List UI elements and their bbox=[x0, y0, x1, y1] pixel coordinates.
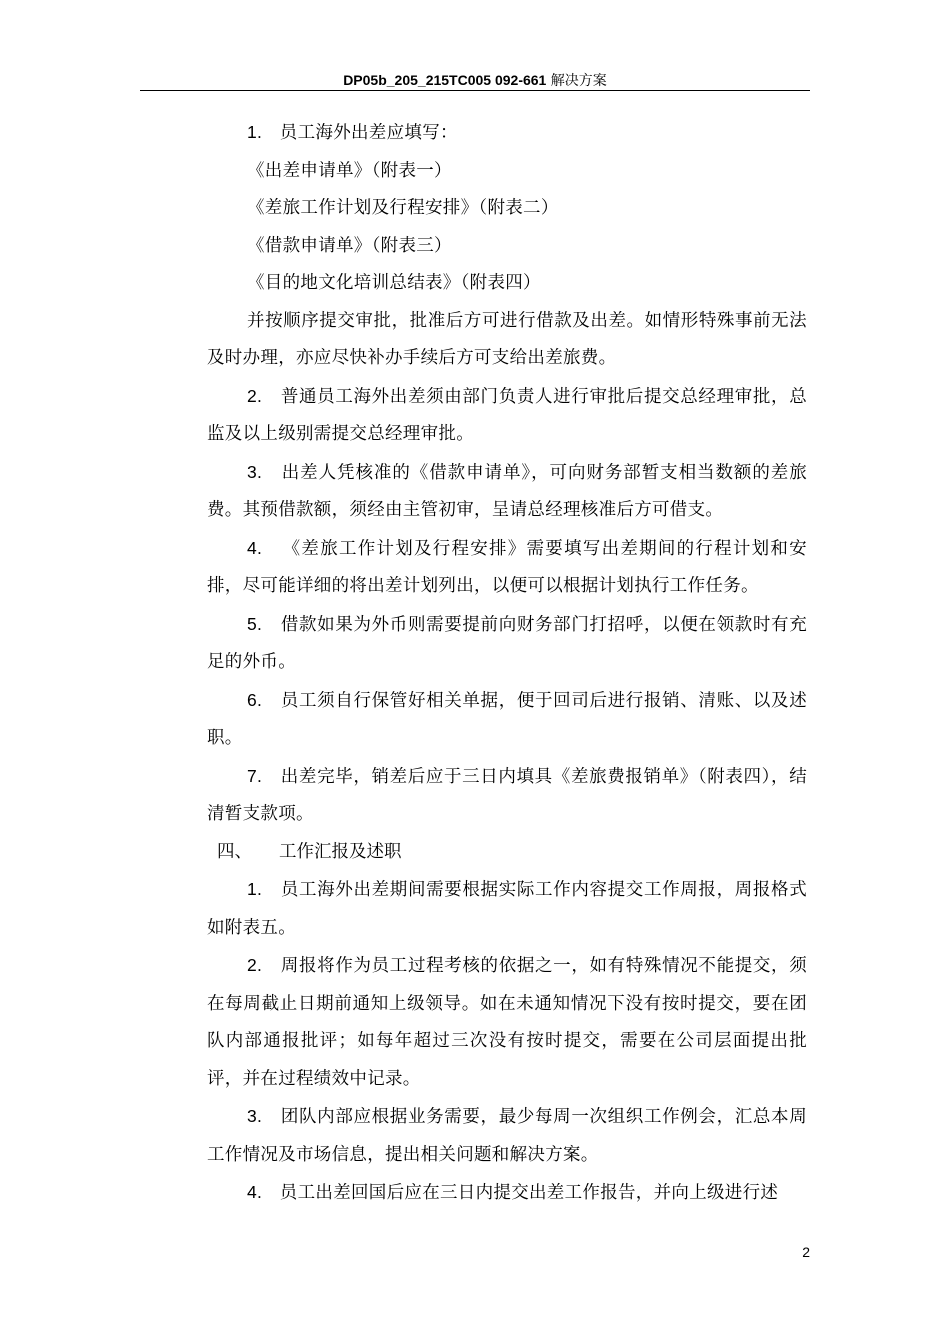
item-number: 2. bbox=[247, 385, 263, 406]
list-item bbox=[207, 758, 807, 834]
item-text: 借款如果为外币则需要提前向财务部门打招呼，以便在领款时有充足的外币。 bbox=[207, 614, 807, 672]
item-number: 6. bbox=[247, 689, 263, 710]
list-item bbox=[207, 947, 807, 1098]
item-text: 周报将作为员工过程考核的依据之一，如有特殊情况不能提交，须在每周截止日期前通知上级领导。如在未通知情况下没有按时提交，要在团队内部通报批评；如每年超过三次没有按时提交，需要在公司层面提出批评，并在过程绩效中记录。 bbox=[207, 956, 807, 1089]
intro-item bbox=[207, 114, 807, 153]
page-header bbox=[140, 70, 810, 91]
item-number: 3. bbox=[247, 1106, 263, 1126]
item-number: 3. bbox=[247, 461, 263, 482]
item-text: 员工出差回国后应在三日内提交出差工作报告，并向上级进行述 bbox=[279, 1183, 779, 1203]
section-title: 工作汇报及述职 bbox=[279, 841, 402, 862]
item-text: 员工海外出差应填写： bbox=[279, 123, 458, 143]
item-number: 2. bbox=[247, 955, 263, 975]
document-title: 解决方案 bbox=[550, 73, 607, 89]
section-heading bbox=[207, 834, 807, 872]
item-number: 4. bbox=[247, 537, 263, 558]
item-number: 4. bbox=[247, 1182, 263, 1202]
approval-note: 并按顺序提交审批，批准后方可进行借款及出差。如情形特殊事前无法及时办理，亦应尽快补办手续后方可支给出差旅费。 bbox=[207, 310, 807, 368]
item-text: 普通员工海外出差须由部门负责人进行审批后提交总经理审批，总监及以上级别需提交总经理审批。 bbox=[207, 386, 807, 444]
section-number: 四、 bbox=[217, 841, 252, 862]
list-item bbox=[207, 871, 807, 947]
list-item bbox=[207, 1098, 807, 1174]
list-item bbox=[207, 454, 807, 530]
form-title-3: 《借款申请单》（附表三） bbox=[247, 235, 452, 256]
item-number: 1. bbox=[247, 122, 263, 142]
list-item bbox=[207, 530, 807, 606]
form-title-2: 《差旅工作计划及行程安排》（附表二） bbox=[247, 198, 559, 218]
list-item bbox=[207, 1174, 807, 1213]
item-number: 5. bbox=[247, 613, 263, 634]
item-number: 7. bbox=[247, 765, 263, 786]
document-code: DP05b_205_215TC005 092-661 bbox=[343, 72, 547, 88]
page-number: 2 bbox=[802, 1244, 810, 1260]
form-title-4: 《目的地文化培训总结表》（附表四） bbox=[247, 273, 541, 293]
item-text: 员工海外出差期间需要根据实际工作内容提交工作周报，周报格式如附表五。 bbox=[207, 880, 807, 938]
document-body bbox=[207, 114, 807, 1213]
item-text: 员工须自行保管好相关单据，便于回司后进行报销、清账、以及述职。 bbox=[207, 690, 807, 748]
list-item bbox=[207, 606, 807, 682]
form-title-1: 《出差申请单》（附表一） bbox=[247, 160, 452, 181]
item-text: 《差旅工作计划及行程安排》需要填写出差期间的行程计划和安排，尽可能详细的将出差计划列出，以便可以根据计划执行工作任务。 bbox=[207, 538, 807, 596]
list-item bbox=[207, 682, 807, 758]
item-number: 1. bbox=[247, 879, 263, 899]
item-text: 团队内部应根据业务需要，最少每周一次组织工作例会，汇总本周工作情况及市场信息，提出相关问题和解决方案。 bbox=[207, 1107, 807, 1165]
list-item bbox=[207, 378, 807, 454]
item-text: 出差人凭核准的《借款申请单》，可向财务部暂支相当数额的差旅费。其预借款额，须经由主管初审，呈请总经理核准后方可借支。 bbox=[207, 462, 807, 520]
item-text: 出差完毕，销差后应于三日内填具《差旅费报销单》（附表四），结清暂支款项。 bbox=[207, 766, 807, 824]
